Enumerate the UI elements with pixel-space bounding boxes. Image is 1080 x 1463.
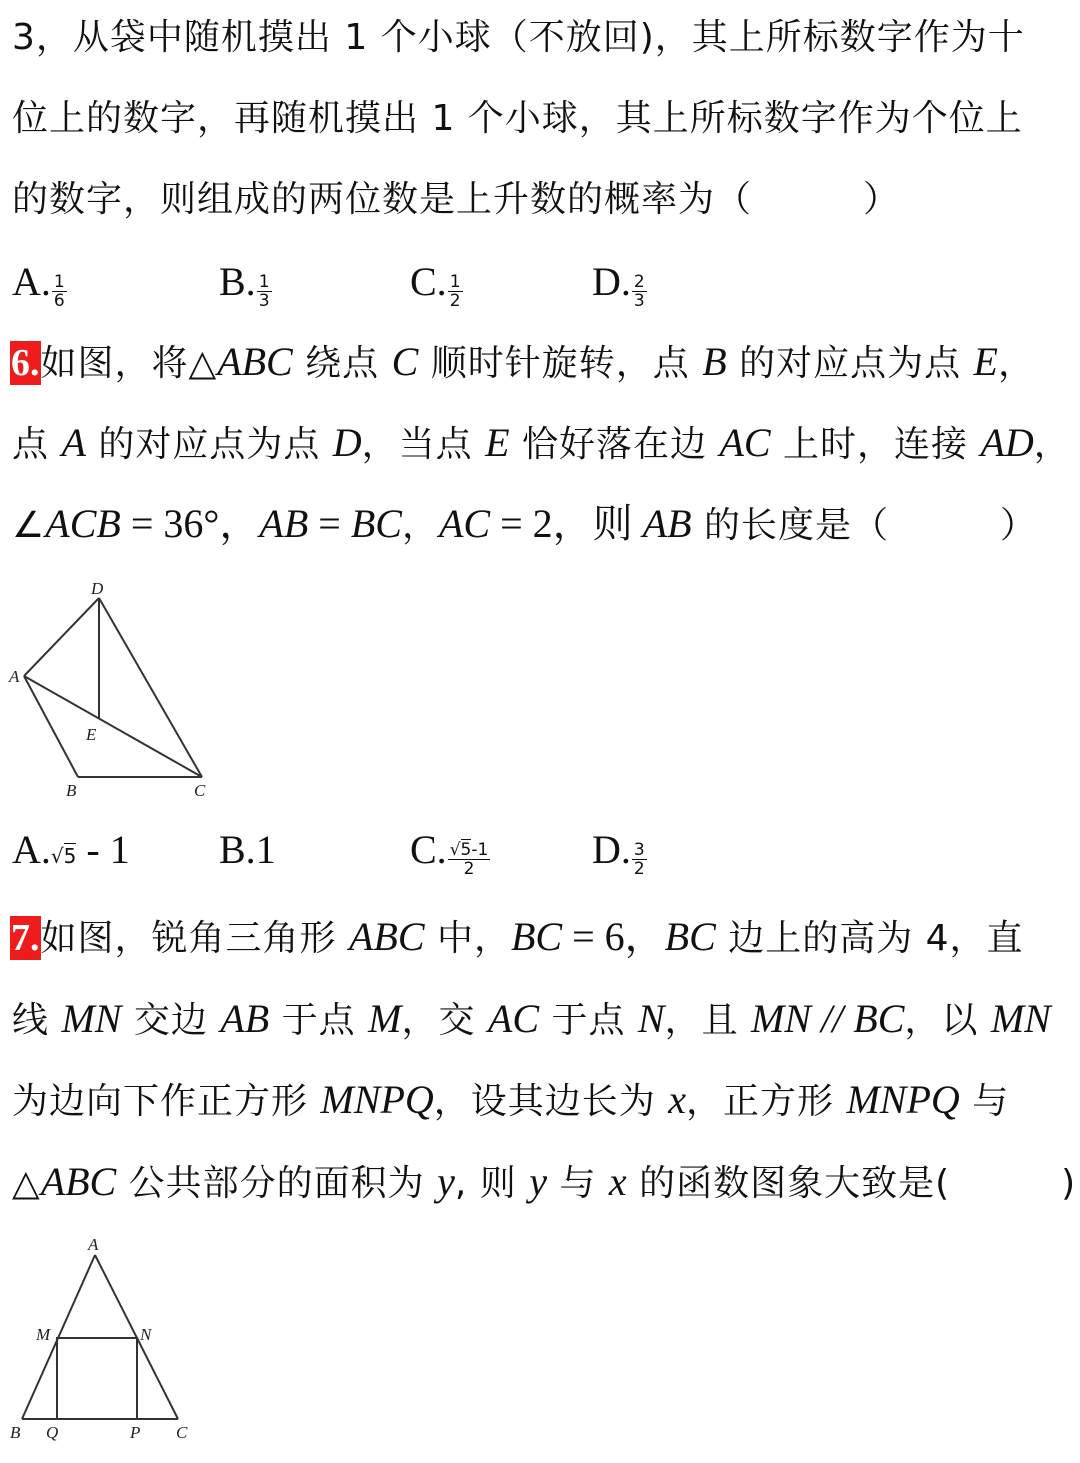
q5-option-d[interactable] (592, 259, 647, 312)
math: E (973, 339, 998, 384)
fraction (632, 841, 647, 878)
math: MNPQ (320, 1077, 434, 1122)
text: 绕点 (292, 343, 392, 384)
numerator: √5-1 (449, 840, 489, 861)
q5-line-3: 的数字，则组成的两位数是上升数的概率为（ ） (12, 179, 901, 220)
math: M (368, 996, 402, 1041)
numerator: 3 (633, 840, 645, 861)
math: AB (259, 501, 309, 546)
q6-option-a[interactable] (12, 828, 130, 878)
numerator: 1 (258, 272, 270, 293)
text: = (308, 501, 351, 546)
q5-options (12, 260, 1012, 320)
text: ，设其边长为 (433, 1081, 669, 1122)
math: MN // BC (751, 996, 905, 1041)
text: 顺时针旋转，点 (418, 343, 703, 384)
fraction (632, 273, 647, 310)
text: 中， (424, 918, 511, 959)
angle-symbol: ∠ (12, 505, 46, 546)
q6-line-1 (10, 340, 1035, 386)
option-letter: D. (592, 827, 631, 872)
label-a: A (9, 667, 20, 686)
label-c: C (176, 1423, 188, 1442)
text: = 2，则 (490, 501, 643, 546)
q5-option-a[interactable] (12, 259, 67, 312)
option-letter: B. (219, 259, 256, 304)
math: N (637, 996, 665, 1041)
fraction (448, 841, 491, 878)
label-b: B (66, 781, 77, 800)
q7-line-4 (12, 1160, 1076, 1206)
numerator-rest: -1 (471, 840, 489, 861)
text: ，正方形 (686, 1081, 847, 1122)
text: 的对应点为点 (85, 424, 333, 465)
text: ，当点 (361, 424, 486, 465)
math: ABC (40, 1159, 117, 1204)
text: 的对应点为点 (726, 343, 974, 384)
text: ， (401, 505, 439, 546)
q5-line-2: 位上的数字，再随机摸出 1 个小球，其上所标数字作为个位上 (12, 98, 1023, 139)
label-c: C (194, 781, 206, 800)
option-letter: A. (12, 259, 51, 304)
math: MN (990, 996, 1051, 1041)
q6-option-b[interactable] (219, 828, 276, 872)
text: 上时，连接 (770, 424, 981, 465)
text: 于点 (269, 1000, 369, 1041)
option-letter: B. (219, 827, 256, 872)
q6-option-c[interactable] (410, 827, 490, 880)
text: ， (997, 343, 1035, 384)
math: D (332, 420, 362, 465)
question-number-badge: 7. (11, 917, 40, 959)
math: A (61, 420, 86, 465)
numerator: 1 (449, 272, 461, 293)
label-q: Q (46, 1423, 59, 1442)
q5-line-1: 3，从袋中随机摸出 1 个小球（不放回)，其上所标数字作为十 (12, 17, 1025, 58)
numerator: 1 (53, 272, 65, 293)
math: BC (350, 501, 402, 546)
text: 的函数图象大致是( ) (626, 1163, 1077, 1204)
q6-option-d[interactable] (592, 827, 647, 880)
text: 点 (12, 424, 62, 465)
radicand: 5 (460, 840, 472, 861)
math: C (391, 339, 419, 384)
q5-option-c[interactable] (410, 259, 463, 312)
option-letter: C. (410, 827, 447, 872)
triangle-symbol: △ (12, 1163, 41, 1204)
text: 如图，锐角三角形 (40, 918, 349, 959)
fraction (52, 273, 67, 310)
text: 的长度是（ ） (691, 505, 1037, 546)
radicand: 5 (63, 844, 77, 868)
text: 恰好落在边 (509, 424, 720, 465)
denominator: 2 (449, 291, 461, 312)
text: 线 (12, 1000, 62, 1041)
math: BC (510, 914, 563, 959)
math: AC (719, 420, 771, 465)
text: 交边 (121, 1000, 221, 1041)
text: 如图，将△ (40, 343, 218, 384)
math: MN (61, 996, 122, 1041)
denominator: 3 (258, 291, 270, 312)
math: MNPQ (846, 1077, 960, 1122)
option-value: 1 (255, 827, 276, 872)
text: ，以 (904, 1000, 991, 1041)
q5-option-b[interactable] (219, 259, 272, 312)
denominator: 2 (463, 859, 475, 880)
text: ，且 (664, 1000, 752, 1041)
label-e: E (86, 725, 97, 744)
label-p: P (130, 1423, 141, 1442)
q6-options (12, 828, 1012, 888)
math: BC (664, 914, 716, 959)
math: ABC (217, 339, 293, 384)
text: ， (1033, 424, 1071, 465)
q7-figure-triangle-square (0, 1228, 210, 1458)
option-letter: A. (12, 827, 51, 872)
math: y (437, 1159, 455, 1204)
math: ACB (45, 501, 121, 546)
q6-line-3 (12, 502, 1037, 548)
math: x (608, 1159, 627, 1204)
numerator: 2 (633, 272, 645, 293)
text: , 则 (454, 1163, 530, 1204)
math: AB (642, 501, 692, 546)
fraction (257, 273, 272, 310)
text: 于点 (539, 1000, 638, 1041)
question-number-badge: 6. (11, 342, 40, 384)
text: = 6， (562, 914, 665, 959)
math: E (485, 420, 510, 465)
math: y (529, 1159, 547, 1204)
fraction (448, 273, 463, 310)
label-a: A (88, 1235, 99, 1254)
denominator: 2 (633, 859, 645, 880)
math: x (668, 1077, 686, 1122)
sqrt: √5 (50, 844, 77, 868)
text: 与 (959, 1081, 1010, 1122)
denominator: 6 (53, 291, 65, 312)
math: AC (438, 501, 491, 546)
math: B (702, 339, 727, 384)
q7-line-3 (12, 1078, 1009, 1124)
text: 边上的高为 4，直 (715, 918, 1024, 959)
math: AD (980, 420, 1034, 465)
denominator: 3 (633, 291, 645, 312)
label-m: M (36, 1325, 51, 1344)
math: ABC (348, 914, 425, 959)
text: 公共部分的面积为 (116, 1163, 438, 1204)
math: AB (220, 996, 270, 1041)
math: AC (487, 996, 540, 1041)
q7-line-1 (10, 915, 1024, 961)
text: 为边向下作正方形 (12, 1081, 321, 1122)
text: ，交 (401, 1000, 488, 1041)
q7-line-2 (12, 997, 1051, 1043)
q6-figure-rotated-triangle (0, 570, 230, 810)
option-letter: D. (592, 259, 631, 304)
option-letter: C. (410, 259, 447, 304)
text: 与 (547, 1163, 609, 1204)
option-text: - 1 (76, 827, 130, 872)
text: = 36°， (120, 501, 260, 546)
q6-line-2 (12, 421, 1071, 467)
label-d: D (91, 579, 104, 598)
label-n: N (140, 1325, 152, 1344)
label-b: B (10, 1423, 21, 1442)
